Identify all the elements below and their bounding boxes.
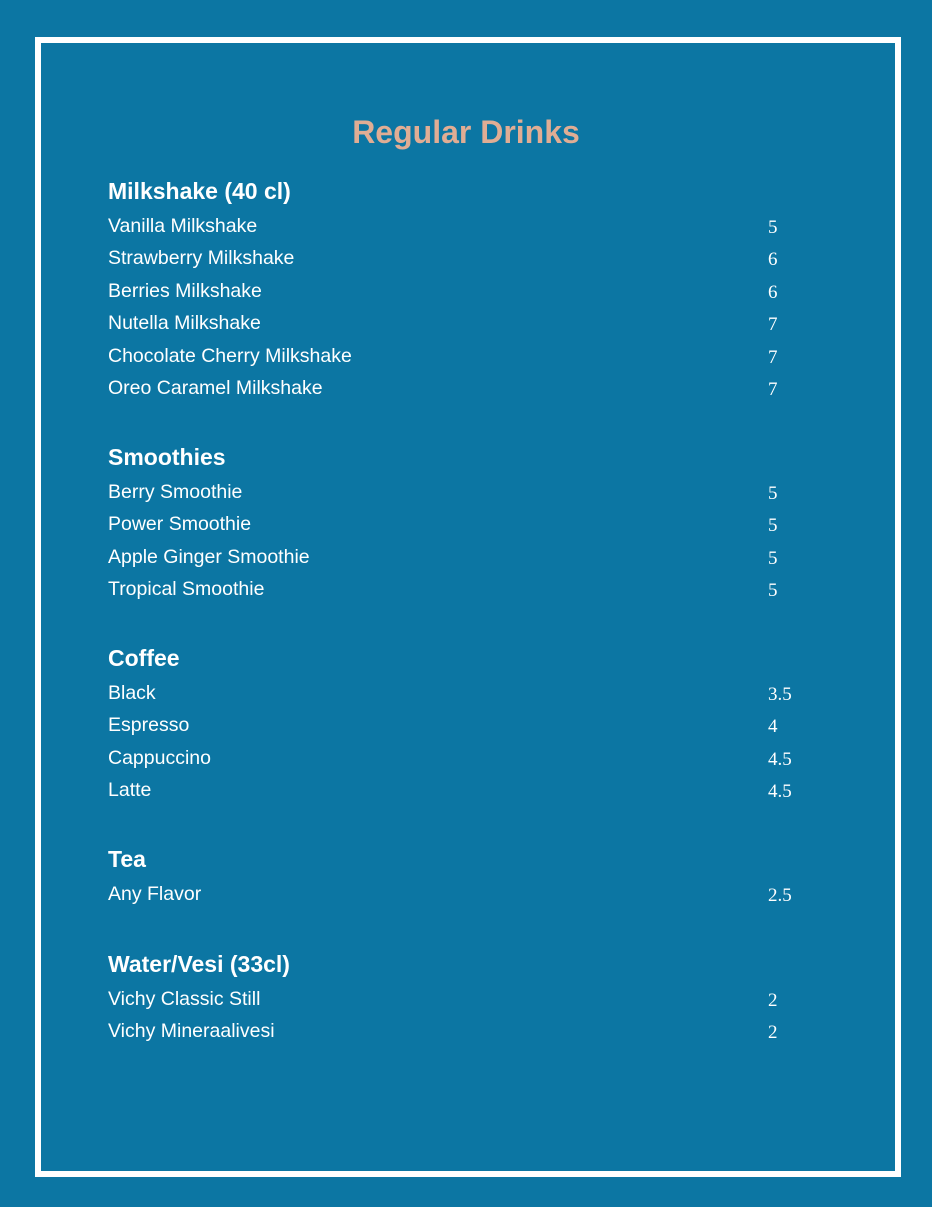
item-price: 6	[768, 281, 778, 303]
menu-item	[108, 1015, 808, 1047]
item-price: 4.5	[768, 781, 792, 803]
item-price: 4.5	[768, 748, 792, 770]
item-name: Strawberry Milkshake	[108, 247, 295, 270]
item-price: 5	[768, 483, 778, 504]
menu-item	[108, 541, 808, 573]
menu-section-smoothies	[108, 442, 808, 606]
menu-title: Regular Drinks	[352, 114, 580, 150]
item-price: 5	[768, 217, 778, 238]
item-price: 4	[768, 716, 778, 738]
item-price: 7	[768, 314, 778, 336]
item-name: Espresso	[108, 714, 190, 737]
item-name: Oreo Caramel Milkshake	[108, 376, 323, 399]
item-name: Latte	[108, 779, 152, 802]
menu-item	[108, 275, 808, 307]
section-heading: Milkshake (40 cl)	[108, 178, 291, 204]
item-price: 5	[768, 580, 778, 602]
item-name: Apple Ginger Smoothie	[108, 545, 310, 568]
menu-item	[108, 210, 808, 242]
menu-item	[108, 677, 808, 709]
item-name: Berries Milkshake	[108, 279, 262, 302]
item-name: Chocolate Cherry Milkshake	[108, 344, 352, 367]
menu-section-tea	[108, 844, 808, 910]
menu-section-water	[108, 949, 808, 1048]
section-heading: Water/Vesi (33cl)	[108, 951, 290, 977]
item-price: 3.5	[768, 684, 792, 705]
menu-item	[108, 508, 808, 540]
menu-item	[108, 983, 808, 1015]
menu-item	[108, 372, 808, 404]
menu-section-milkshake	[108, 176, 808, 404]
menu-item	[108, 573, 808, 605]
item-price: 5	[768, 515, 778, 537]
item-name: Vichy Mineraalivesi	[108, 1020, 275, 1043]
item-name: Tropical Smoothie	[108, 578, 265, 601]
menu-item	[108, 774, 808, 806]
item-price: 2	[768, 990, 778, 1011]
menu-item	[108, 242, 808, 274]
item-name: Berry Smoothie	[108, 481, 243, 503]
item-name: Vanilla Milkshake	[108, 215, 258, 237]
item-name: Cappuccino	[108, 746, 211, 769]
item-name: Vichy Classic Still	[108, 988, 261, 1010]
item-name: Any Flavor	[108, 883, 202, 905]
menu-item	[108, 709, 808, 741]
item-name: Black	[108, 682, 156, 704]
item-price: 7	[768, 378, 778, 400]
section-heading: Tea	[108, 846, 146, 872]
menu-section-coffee	[108, 643, 808, 807]
menu-item	[108, 742, 808, 774]
item-price: 6	[768, 249, 778, 271]
item-price: 7	[768, 346, 778, 368]
menu-item	[108, 307, 808, 339]
item-price: 2	[768, 1022, 778, 1044]
menu-item	[108, 878, 808, 910]
menu-item	[108, 476, 808, 508]
item-price: 2.5	[768, 885, 792, 906]
item-name: Power Smoothie	[108, 513, 252, 536]
item-price: 5	[768, 547, 778, 569]
section-heading: Coffee	[108, 645, 180, 671]
item-name: Nutella Milkshake	[108, 312, 261, 335]
menu-item	[108, 340, 808, 372]
section-heading: Smoothies	[108, 444, 226, 470]
